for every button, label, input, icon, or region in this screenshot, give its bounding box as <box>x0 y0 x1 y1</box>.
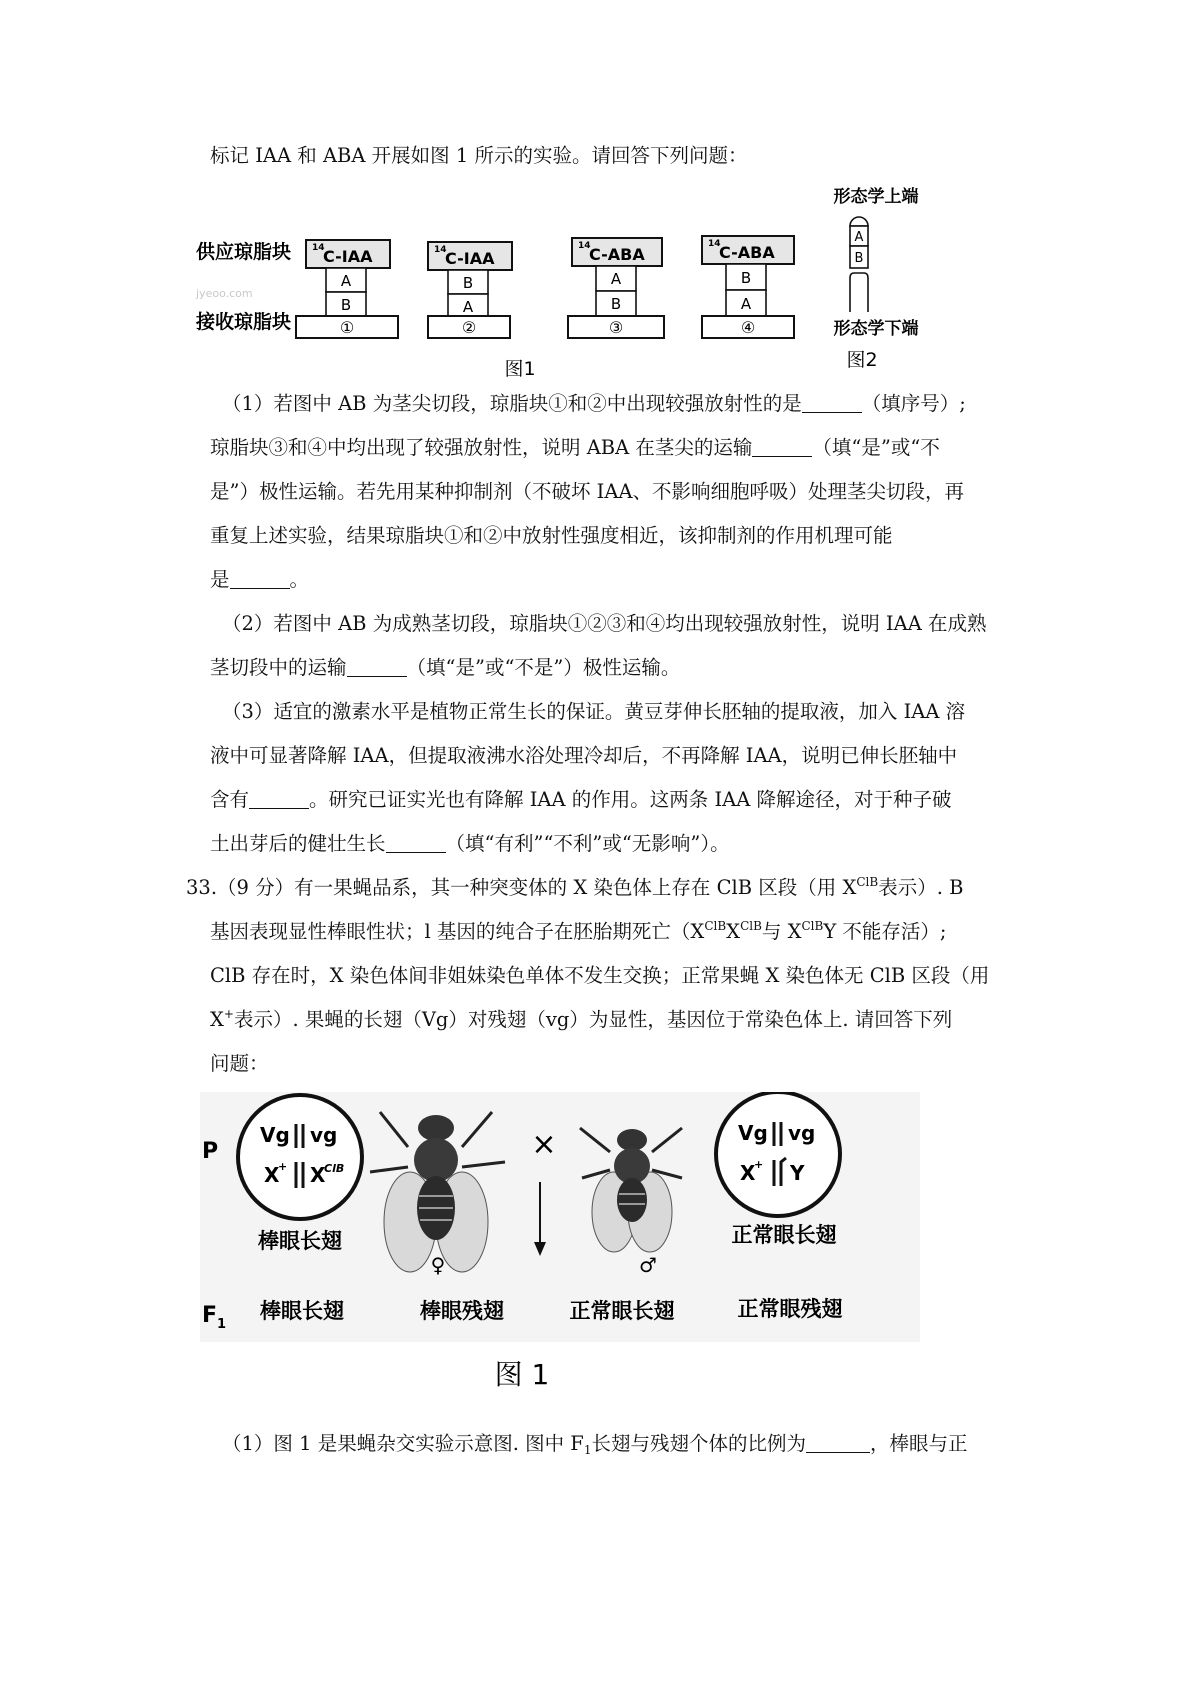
segment-top-label-1: A <box>340 272 352 290</box>
q1-text-1a: （1）若图中 AB 为茎尖切段，琼脂块①和②中出现较强放射性的是 <box>222 392 802 415</box>
offspring-phenotype: 正常眼残翅 <box>737 1297 843 1321</box>
cross-symbol: × <box>531 1127 557 1162</box>
gene-label: Vg <box>260 1123 290 1147</box>
fly-figure-caption: 图 1 <box>494 1358 550 1391</box>
q2-line-2 <box>210 654 680 682</box>
q3-text-4b: （填“有利”“不利”或“无影响”）。 <box>445 832 730 855</box>
receiver-label-4: ④ <box>740 318 756 337</box>
q3-line-2 <box>210 742 957 770</box>
f1-label: F <box>202 1303 218 1328</box>
q33-line-3 <box>210 962 989 990</box>
q33-text-4b: 表示）. 果蝇的长翅（Vg）对残翅（vg）为显性，基因位于常染色体上. 请回答下列 <box>233 1008 953 1031</box>
gene-label: vg <box>310 1123 338 1147</box>
supply-substance-1: C-IAA <box>323 247 373 266</box>
q3-text-1: （3）适宜的激素水平是植物正常生长的保证。黄豆芽伸长胚轴的提取液，加入 IAA 溶 <box>222 700 966 723</box>
intro-line <box>210 142 747 170</box>
stem-base <box>850 273 868 312</box>
q33-line-1 <box>186 874 963 902</box>
answer-blank-q1-c[interactable] <box>230 568 290 589</box>
q33-sup-1: ClB <box>856 875 879 889</box>
q33-1-text-b: 长翅与残翅个体的比例为 <box>591 1432 806 1455</box>
supply-substance-2: C-IAA <box>445 249 495 268</box>
q2-text-2a: 茎切段中的运输 <box>210 656 347 679</box>
chromosome-label: Y <box>790 1161 805 1185</box>
answer-blank-q1-b[interactable] <box>752 436 812 457</box>
supply-substance-3: C-ABA <box>589 245 645 264</box>
fly-abdomen <box>617 1178 647 1222</box>
answer-blank-q1-a[interactable] <box>802 392 862 413</box>
q1-line-3 <box>210 478 964 506</box>
q1-text-2b: （填“是”或“不 <box>812 436 940 459</box>
q3-text-2: 液中可显著降解 IAA，但提取液沸水浴处理冷却后，不再降解 IAA，说明已伸长胚轴中 <box>210 744 958 767</box>
chromosome-label: X <box>264 1163 280 1187</box>
offspring-phenotype: 正常眼长翅 <box>569 1299 675 1323</box>
parent-label: P <box>202 1139 219 1164</box>
female-genotype-circle <box>238 1095 362 1219</box>
q1-line-4 <box>210 522 893 550</box>
q33-1-sub: 1 <box>583 1443 592 1457</box>
isotope-sup-1: 14 <box>312 243 325 253</box>
q33-text-5: 问题： <box>210 1052 269 1075</box>
fly-head <box>617 1129 647 1151</box>
q33-text-2c: 与 X <box>761 920 802 943</box>
q33-line-2 <box>210 918 947 946</box>
f1-subscript: 1 <box>217 1317 227 1332</box>
q33-text-4a: X <box>210 1008 224 1031</box>
isotope-sup-2: 14 <box>434 245 447 255</box>
segment-top-label-3: A <box>610 270 622 288</box>
q1-text-5a: 是 <box>210 568 230 591</box>
watermark: jyeoo.com <box>196 287 253 300</box>
q2-text-1: （2）若图中 AB 为成熟茎切段，琼脂块①②③和④均出现较强放射性，说明 IAA 在成熟 <box>222 612 987 635</box>
fly-head <box>418 1115 454 1141</box>
answer-blank-q33-1[interactable] <box>806 1432 870 1453</box>
receiver-label-3: ③ <box>608 318 624 337</box>
q1-text-4: 重复上述实验，结果琼脂块①和②中放射性强度相近，该抑制剂的作用机理可能 <box>210 524 893 547</box>
figure-1-agar-blocks <box>190 180 950 380</box>
chromosome-label: X <box>310 1163 326 1187</box>
q33-number: 33. <box>186 876 218 899</box>
q33-line-4 <box>210 1006 952 1034</box>
answer-blank-q3-b[interactable] <box>386 832 446 853</box>
male-symbol: ♂ <box>639 1253 657 1277</box>
morph-top-label: 形态学上端 <box>833 187 919 207</box>
receiver-label-2: ② <box>461 318 477 337</box>
q33-1-text-a: （1）图 1 是果蝇杂交实验示意图. 图中 F <box>222 1432 584 1455</box>
chromosome-sup: + <box>278 1160 288 1173</box>
q33-text-2b: X <box>726 920 741 943</box>
q1-line-1 <box>222 390 966 418</box>
q33-text-2a: 基因表现显性棒眼性状；l 基因的纯合子在胚胎期死亡（X <box>210 920 705 943</box>
apex-cap <box>850 217 868 226</box>
figure-2-caption: 图2 <box>846 349 878 371</box>
fly-cross-figure <box>200 1092 940 1412</box>
q2-text-2b: （填“是”或“不是”）极性运输。 <box>406 656 681 679</box>
segment-bottom-label-4: A <box>740 295 752 313</box>
fly-thorax <box>414 1138 458 1182</box>
q1-line-5 <box>210 566 309 594</box>
q33-sup-2c: ClB <box>801 919 824 933</box>
q1-line-2 <box>210 434 940 462</box>
block-setup-2 <box>428 242 512 338</box>
chromosome-sup: + <box>754 1158 764 1171</box>
q33-text-1b: 表示）. B <box>878 876 964 899</box>
q33-sup-2a: ClB <box>704 919 727 933</box>
isotope-sup-4: 14 <box>708 239 721 249</box>
q1-text-2a: 琼脂块③和④中均出现了较强放射性，说明 ABA 在茎尖的运输 <box>210 436 753 459</box>
q3-text-3a: 含有 <box>210 788 250 811</box>
chromosome-sup: ClB <box>324 1162 345 1175</box>
answer-blank-q2[interactable] <box>347 656 407 677</box>
segment-bottom-label-1: B <box>340 296 352 314</box>
q33-text-2d: Y 不能存活）; <box>823 920 947 943</box>
male-genotype-circle <box>716 1092 840 1216</box>
q1-text-5b: 。 <box>289 568 310 591</box>
q33-text-3: ClB 存在时，X 染色体间非姐妹染色单体不发生交换；正常果蝇 X 染色体无 ClB 区段（用 <box>210 964 990 987</box>
receiver-label-1: ① <box>339 318 355 337</box>
chromosome-label: X <box>740 1161 756 1185</box>
male-circle <box>716 1092 840 1216</box>
q2-line-1 <box>222 610 986 638</box>
offspring-phenotype: 棒眼残翅 <box>420 1299 504 1323</box>
offspring-phenotype: 棒眼长翅 <box>260 1299 344 1323</box>
segment-top-label-2: B <box>462 274 474 292</box>
q33-1-text-c: ，棒眼与正 <box>870 1432 968 1455</box>
q33-1-line-1 <box>222 1430 968 1458</box>
female-phenotype: 棒眼长翅 <box>258 1229 342 1253</box>
gene-label: Vg <box>738 1121 768 1145</box>
q3-line-3 <box>210 786 952 814</box>
block-setup-4 <box>702 236 794 338</box>
supply-agar-label: 供应琼脂块 <box>196 241 292 263</box>
figure-2-stem <box>834 186 919 371</box>
q3-line-1 <box>222 698 965 726</box>
female-symbol: ♀ <box>430 1253 446 1277</box>
segment-bottom-label-3: B <box>610 295 622 313</box>
female-circle <box>238 1095 362 1219</box>
q33-line-5 <box>210 1050 269 1078</box>
block-setup-3 <box>568 238 664 338</box>
supply-substance-4: C-ABA <box>719 243 775 262</box>
q33-text-1a: （9 分）有一果蝇品系，其一种突变体的 X 染色体上存在 ClB 区段（用 X <box>217 876 857 899</box>
male-phenotype: 正常眼长翅 <box>731 1223 837 1247</box>
q3-text-4a: 土出芽后的健壮生长 <box>210 832 386 855</box>
block-setup-1 <box>296 240 398 338</box>
q33-sup-2b: ClB <box>740 919 762 933</box>
segment-top-label-4: B <box>740 269 752 287</box>
stem-segment-b-label: B <box>854 251 864 266</box>
stem-segment-a-label: A <box>854 230 864 245</box>
figure-1-caption: 图1 <box>504 358 536 380</box>
q3-line-4 <box>210 830 730 858</box>
morph-bottom-label: 形态学下端 <box>833 319 919 339</box>
q1-text-1b: （填序号）; <box>861 392 966 415</box>
intro-text: 标记 IAA 和 ABA 开展如图 1 所示的实验。请回答下列问题： <box>210 144 748 167</box>
gene-label: vg <box>788 1121 816 1145</box>
q1-text-3: 是”）极性运输。若先用某种抑制剂（不破坏 IAA、不影响细胞呼吸）处理茎尖切段，再 <box>210 480 965 503</box>
q3-text-3b: 。研究已证实光也有降解 IAA 的作用。这两条 IAA 降解途径，对于种子破 <box>309 788 952 811</box>
isotope-sup-3: 14 <box>578 241 591 251</box>
answer-blank-q3-a[interactable] <box>249 788 309 809</box>
receive-agar-label: 接收琼脂块 <box>196 311 292 333</box>
segment-bottom-label-2: A <box>462 298 474 316</box>
q33-sup-4: + <box>223 1007 234 1021</box>
